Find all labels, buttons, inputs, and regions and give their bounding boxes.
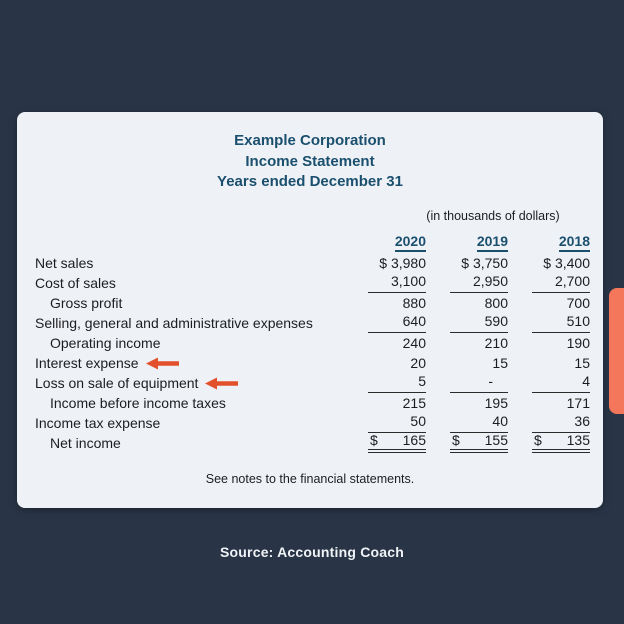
cell-2020: $ 165 bbox=[368, 433, 426, 453]
cell-2018: 15 bbox=[574, 355, 590, 371]
cell-2020: 880 bbox=[402, 295, 426, 311]
table-row-net-income bbox=[35, 433, 590, 453]
table-row-operating-income bbox=[35, 333, 590, 353]
statement-footnote: See notes to the financial statements. bbox=[205, 472, 415, 486]
table-row-gross-profit bbox=[35, 293, 590, 313]
row-label: Net sales bbox=[35, 255, 94, 271]
cell-2018: 171 bbox=[566, 395, 590, 411]
table-row-sga-expenses bbox=[35, 313, 590, 333]
cell-2020: 5 bbox=[368, 373, 426, 393]
statement-type: Income Statement bbox=[245, 152, 375, 170]
income-statement-card bbox=[17, 112, 603, 508]
feedback-side-tab[interactable] bbox=[609, 288, 624, 414]
statement-title bbox=[17, 131, 603, 193]
cell-2018: 510 bbox=[532, 313, 590, 333]
cell-2020: 640 bbox=[368, 313, 426, 333]
dollar-sign: $ bbox=[452, 432, 460, 448]
row-label: Loss on sale of equipment bbox=[35, 373, 344, 393]
row-label: Operating income bbox=[50, 335, 161, 351]
table-row-net-sales bbox=[35, 253, 590, 273]
cell-2019: - bbox=[450, 373, 508, 393]
row-label: Net income bbox=[50, 435, 121, 451]
cell-2018: 36 bbox=[532, 413, 590, 433]
cell-2018: 700 bbox=[566, 295, 590, 311]
row-label: Selling, general and administrative expenses bbox=[35, 315, 313, 331]
column-header-2020: 2020 bbox=[368, 231, 426, 251]
cell-2019: 590 bbox=[450, 313, 508, 333]
statement-period: Years ended December 31 bbox=[217, 173, 403, 190]
cell-2018: 190 bbox=[566, 335, 590, 351]
cell-2018: $ 3,400 bbox=[543, 255, 590, 271]
cell-2019: 210 bbox=[484, 335, 508, 351]
cell-2020: 3,100 bbox=[368, 273, 426, 293]
header-spacer bbox=[35, 231, 344, 251]
cell-2019: $ 155 bbox=[450, 433, 508, 453]
row-label: Income tax expense bbox=[35, 415, 161, 431]
cell-2018: 2,700 bbox=[532, 273, 590, 293]
cell-2019: 40 bbox=[450, 413, 508, 433]
row-label: Gross profit bbox=[50, 295, 123, 311]
table-row-income-before-taxes bbox=[35, 393, 590, 413]
table-row-interest-expense bbox=[35, 353, 590, 373]
source-caption: Source: Accounting Coach bbox=[220, 544, 404, 560]
dollar-sign: $ bbox=[534, 432, 542, 448]
cell-2019: 800 bbox=[484, 295, 508, 311]
row-label: Income before income taxes bbox=[50, 395, 226, 411]
cell-2019: 195 bbox=[484, 395, 508, 411]
left-arrow-icon bbox=[146, 357, 179, 370]
cell-2019: 15 bbox=[492, 355, 508, 371]
statement-table bbox=[35, 253, 590, 453]
dollar-sign: $ bbox=[370, 432, 378, 448]
cell-2019: $ 3,750 bbox=[461, 255, 508, 271]
table-row-loss-on-sale bbox=[35, 373, 590, 393]
column-header-2018: 2018 bbox=[532, 231, 590, 251]
column-header-row bbox=[35, 231, 590, 251]
cell-2020: $ 3,980 bbox=[379, 255, 426, 271]
left-arrow-icon bbox=[205, 377, 238, 390]
units-note: (in thousands of dollars) bbox=[426, 209, 560, 223]
company-name: Example Corporation bbox=[234, 132, 386, 149]
cell-2020: 240 bbox=[402, 335, 426, 351]
cell-2018: 4 bbox=[532, 373, 590, 393]
cell-2020: 20 bbox=[410, 355, 426, 371]
row-label: Interest expense bbox=[35, 353, 344, 373]
cell-2018: $ 135 bbox=[532, 433, 590, 453]
cell-2019: 2,950 bbox=[450, 273, 508, 293]
cell-2020: 50 bbox=[368, 413, 426, 433]
column-header-2019: 2019 bbox=[450, 231, 508, 251]
table-row-cost-of-sales bbox=[35, 273, 590, 293]
cell-2020: 215 bbox=[402, 395, 426, 411]
row-label: Cost of sales bbox=[35, 275, 116, 291]
table-row-income-tax-expense bbox=[35, 413, 590, 433]
